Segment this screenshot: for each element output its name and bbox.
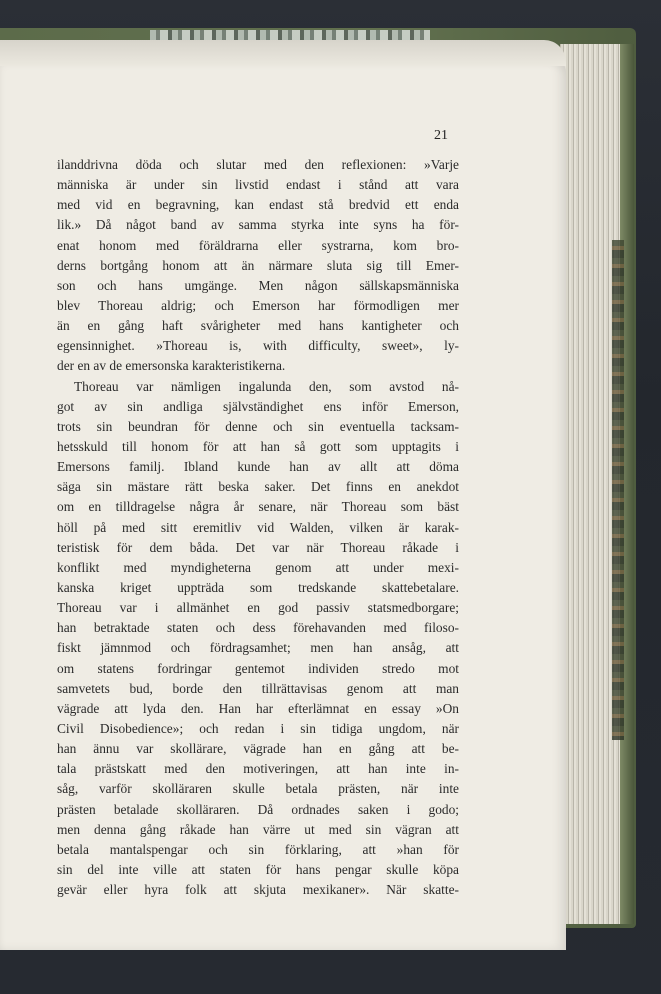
text-line: säga sin mästare rätt beska saker. Det finns en anekdot	[57, 479, 459, 495]
text-line: fiskt jämnmod och fördragsamhet; men han ansåg, att	[57, 640, 459, 656]
text-line: han betraktade staten och dess förehavanden med filoso-	[57, 620, 459, 636]
text-line: höll på med sitt eremitliv vid Walden, vilken är karak-	[57, 519, 459, 535]
text-line: Thoreau var nämligen ingalunda den, som avstod nå-	[74, 378, 459, 394]
text-line: tala prästskatt med den motiveringen, att han inte in-	[57, 761, 459, 777]
page-top-curl	[0, 40, 566, 66]
text-line: lik.» Då något band av samma styrka inte syns ha för-	[57, 217, 459, 233]
body-text	[57, 155, 459, 900]
text-line: derns bortgång honom att än närmare sluta sig till Emer-	[57, 257, 459, 273]
text-line: Emersons familj. Ibland kunde han av allt att döma	[57, 459, 459, 475]
text-line: prästen betalade skolläraren. Då ordnades saken i godo;	[57, 801, 459, 817]
text-line: gevär eller hyra folk att skjuta mexikaner». När skatte-	[57, 882, 459, 898]
text-line: son och hans umgänge. Men någon sällskapsmänniska	[57, 277, 459, 293]
text-line: teristisk för dem båda. Det var när Thoreau råkade i	[57, 539, 459, 555]
text-line: med vid en begravning, kan endast stå bredvid ett enda	[57, 197, 459, 213]
text-line: enat honom med föräldrarna eller systrarna, kom bro-	[57, 237, 459, 253]
text-line: der en av de emersonska karakteristikerna.	[57, 358, 286, 374]
text-line: ilanddrivna döda och slutar med den reflexionen: »Varje	[57, 157, 459, 172]
text-line: han ännu var skollärare, vägrade han en gång att be-	[57, 741, 459, 757]
text-line: blev Thoreau aldrig; och Emerson har förmodligen mer	[57, 297, 459, 313]
fore-edge-marks	[612, 240, 624, 740]
text-line: såg, varför skolläraren skulle betala prästen, när inte	[57, 781, 459, 797]
text-line: samvetets bud, borde den tillrättavisas genom att man	[57, 680, 459, 696]
text-line: vägrade att lyda den. Han har efterlämnat en essay »On	[57, 700, 459, 716]
text-line: Civil Disobedience»; och redan i sin tidiga ungdom, när	[57, 720, 459, 736]
text-line: än en gång haft svårigheter med hans kantigheter och	[57, 318, 459, 334]
text-line: människa är under sin livstid endast i stånd att vara	[57, 177, 459, 193]
text-line: hetsskuld till honom för att han så gott som upptagits i	[57, 438, 459, 454]
text-line: Thoreau var i allmänhet en god passiv statsmedborgare;	[57, 600, 459, 616]
text-line: egensinnighet. »Thoreau is, with difficulty, sweet», ly-	[57, 338, 459, 354]
text-line: betala mantalspengar och sin förklaring, att »han för	[57, 841, 459, 857]
page-number: 21	[434, 128, 448, 143]
text-line: kanska kriget uppträda som tredskande skattebetalare.	[57, 579, 459, 595]
text-line: got av sin andliga självständighet ens inför Emerson,	[57, 398, 459, 414]
text-line: men denna gång råkade han värre ut med sin vägran att	[57, 821, 459, 837]
text-line: konflikt med myndigheterna genom att under mexi-	[57, 559, 459, 575]
text-line: om en tilldragelse några år senare, när Thoreau som bäst	[57, 499, 459, 515]
text-line: om statens fordringar gentemot individen stredo mot	[57, 660, 459, 676]
text-line: sin del inte ville att staten för hans pengar skulle köpa	[57, 861, 459, 877]
text-line: trots sin beundran för denne och sin eventuella tacksam-	[57, 418, 459, 434]
